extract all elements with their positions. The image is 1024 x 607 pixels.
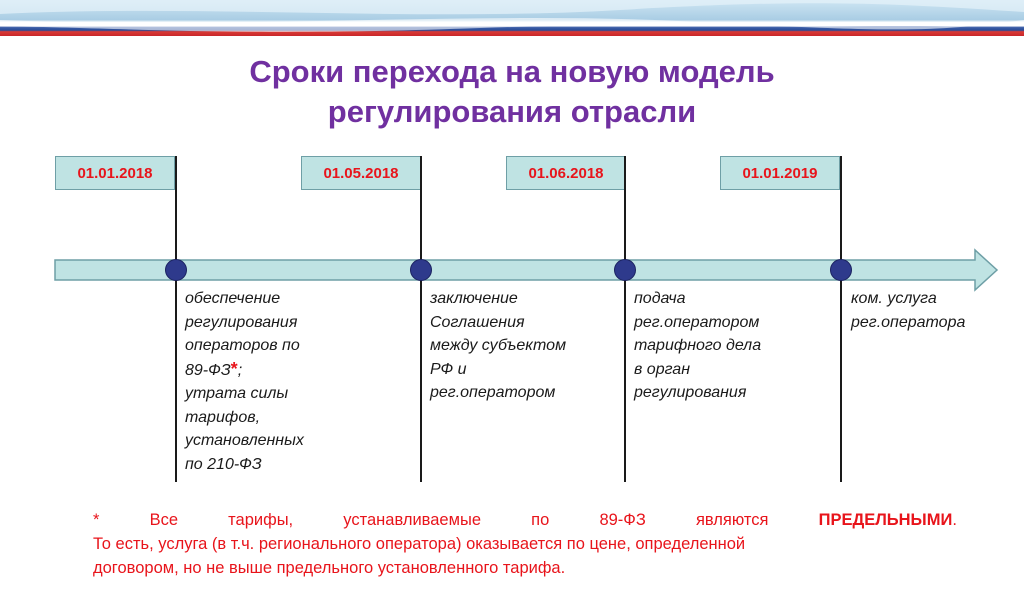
timeline-marker-line-1 [175, 156, 177, 482]
event-description-3 [634, 287, 761, 405]
event-4-line: ком. услуга [851, 290, 937, 307]
date-label-4: 01.01.2019 [720, 156, 840, 190]
footnote-word: устанавливаемые [343, 511, 481, 529]
timeline-dot-1 [165, 259, 187, 281]
footnote-word: тарифы, [228, 511, 294, 529]
footnote-line-1 [93, 508, 957, 532]
event-1-fz-tail: ; [237, 361, 243, 379]
event-4-line: рег.оператора [851, 313, 966, 331]
timeline-arrow [55, 250, 997, 290]
event-description-2 [430, 287, 566, 405]
footnote-word: Все [149, 511, 179, 529]
event-description-4 [851, 287, 965, 334]
event-1-line: обеспечение [185, 290, 281, 307]
title-line-1: Сроки перехода на новую модель [249, 54, 775, 89]
event-1-line: тарифов, [185, 408, 261, 426]
event-2-line: рег.оператором [430, 384, 556, 401]
event-description-1 [185, 287, 304, 476]
event-1-fz-line [185, 358, 304, 383]
date-label-3: 01.06.2018 [506, 156, 626, 190]
event-1-line: регулирования [185, 313, 298, 331]
footnote [93, 508, 957, 580]
footnote-word: по [531, 511, 550, 529]
timeline-marker-line-4 [840, 156, 842, 482]
event-3-line: подача [634, 290, 686, 307]
footnote-emphasis [819, 508, 957, 532]
event-1-fz: 89-ФЗ [185, 361, 231, 379]
event-3-line: регулирования [634, 384, 747, 401]
event-3-line: тарифного дела [634, 337, 762, 354]
timeline-dot-4 [830, 259, 852, 281]
footnote-bold-word: ПРЕДЕЛЬНЫМИ [818, 511, 953, 529]
footnote-star: * [93, 511, 100, 529]
event-3-line: в орган [634, 360, 691, 378]
event-3-line: рег.оператором [634, 313, 760, 331]
date-label-1: 01.01.2018 [55, 156, 175, 190]
title-line-2: регулирования отрасли [327, 94, 697, 129]
timeline-dot-2 [410, 259, 432, 281]
event-2-line: заключение [430, 290, 518, 307]
event-1-line: установленных [185, 432, 304, 449]
timeline-dot-3 [614, 259, 636, 281]
timeline-marker-line-2 [420, 156, 422, 482]
event-1-line: утрата силы [185, 385, 289, 402]
date-label-2: 01.05.2018 [301, 156, 421, 190]
footnote-line-2: То есть, услуга (в т.ч. регионального оператора) оказывается по цене, определенной [93, 535, 746, 553]
event-2-line: между субъектом [430, 337, 567, 354]
event-2-line: Соглашения [430, 313, 525, 331]
event-1-line: по 210-ФЗ [185, 455, 262, 473]
footnote-line-3: договором, но не выше предельного установленного тарифа. [93, 559, 566, 577]
footnote-star-mark: * [230, 358, 238, 379]
footnote-period: . [952, 511, 957, 529]
timeline-marker-line-3 [624, 156, 626, 482]
event-2-line: РФ и [430, 360, 467, 378]
footnote-word: являются [695, 511, 769, 529]
event-1-line: операторов по [185, 337, 300, 354]
footnote-word: 89-ФЗ [599, 511, 646, 529]
